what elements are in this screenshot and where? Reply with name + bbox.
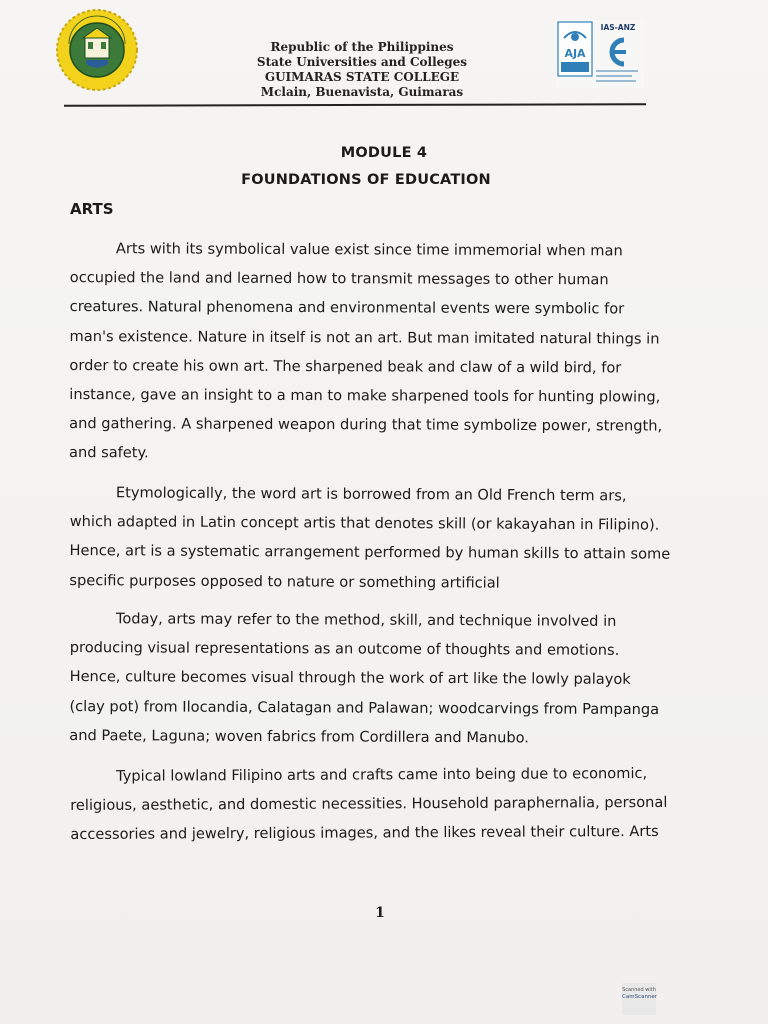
- paragraph-line: Arts with its symbolical value exist since time immemorial when man: [115, 240, 623, 260]
- paragraph-line: Etymologically, the word art is borrowed from an Old French term ars,: [115, 484, 627, 505]
- scanner-badge-brand: CamScanner: [622, 994, 658, 1000]
- college-seal-logo: [55, 8, 139, 92]
- paragraph-line: creatures. Natural phenomena and environmental events were symbolic for: [69, 298, 625, 318]
- paragraph-1: [69, 234, 690, 470]
- cert-mark-text: IAS-ANZ: [600, 23, 636, 32]
- header-divider: [64, 103, 646, 107]
- header-line-republic: Republic of the Philippines: [270, 40, 454, 54]
- paragraph-line: Today, arts may refer to the method, skill, and technique involved in: [115, 610, 617, 630]
- paragraph-line: occupied the land and learned how to transmit messages to other human: [69, 269, 609, 289]
- paragraph-line: man's existence. Nature in itself is not an art. But man imitated natural things in: [69, 327, 660, 348]
- paragraph-line: Typical lowland Filipino arts and crafts came into being due to economic,: [116, 764, 648, 785]
- paragraph-line: and gathering. A sharpened weapon during that time symbolize power, strength,: [69, 415, 663, 435]
- module-title: MODULE 4: [340, 145, 428, 161]
- header-line-address: Mclain, Buenavista, Guimaras: [260, 85, 464, 99]
- certification-logo: [556, 20, 644, 88]
- scanner-watermark-badge: [622, 983, 656, 1015]
- header-line-college: GUIMARAS STATE COLLEGE: [264, 70, 460, 84]
- header-line-suc: State Universities and Colleges: [256, 55, 468, 69]
- institution-header: [232, 40, 492, 100]
- paragraph-3: [69, 604, 690, 753]
- subject-title: FOUNDATIONS OF EDUCATION: [241, 172, 491, 188]
- paragraph-line: Hence, culture becomes visual through the work of art like the lowly palayok: [69, 668, 631, 689]
- paragraph-4: [70, 759, 690, 850]
- paragraph-line: and safety.: [69, 444, 149, 462]
- paragraph-line: and Paete, Laguna; woven fabrics from Cordillera and Manubo.: [69, 726, 530, 747]
- paragraph-line: instance, gave an insight to a man to make sharpened tools for hunting plowing,: [69, 386, 661, 406]
- paragraph-line: religious, aesthetic, and domestic necessities. Household paraphernalia, personal: [70, 794, 668, 815]
- scanner-badge-caption: Scanned with: [622, 987, 656, 993]
- paragraph-line: Hence, art is a systematic arrangement performed by human skills to attain some: [69, 542, 671, 564]
- section-heading: ARTS: [70, 200, 114, 218]
- page-number: 1: [375, 905, 385, 921]
- paragraph-line: which adapted in Latin concept artis that denotes skill (or kakayahan in Filipino).: [69, 513, 660, 534]
- paragraph-line: producing visual representations as an outcome of thoughts and emotions.: [69, 639, 620, 660]
- paragraph-2: [69, 478, 690, 599]
- paragraph-line: order to create his own art. The sharpened beak and claw of a wild bird, for: [69, 356, 622, 377]
- cert-logo-text: AJA: [564, 47, 586, 60]
- paragraph-line: (clay pot) from Ilocandia, Calatagan and Palawan; woodcarvings from Pampanga: [69, 697, 660, 718]
- paragraph-line: specific purposes opposed to nature or something artificial: [69, 571, 500, 592]
- paragraph-line: accessories and jewelry, religious images, and the likes reveal their culture. Arts: [70, 823, 659, 844]
